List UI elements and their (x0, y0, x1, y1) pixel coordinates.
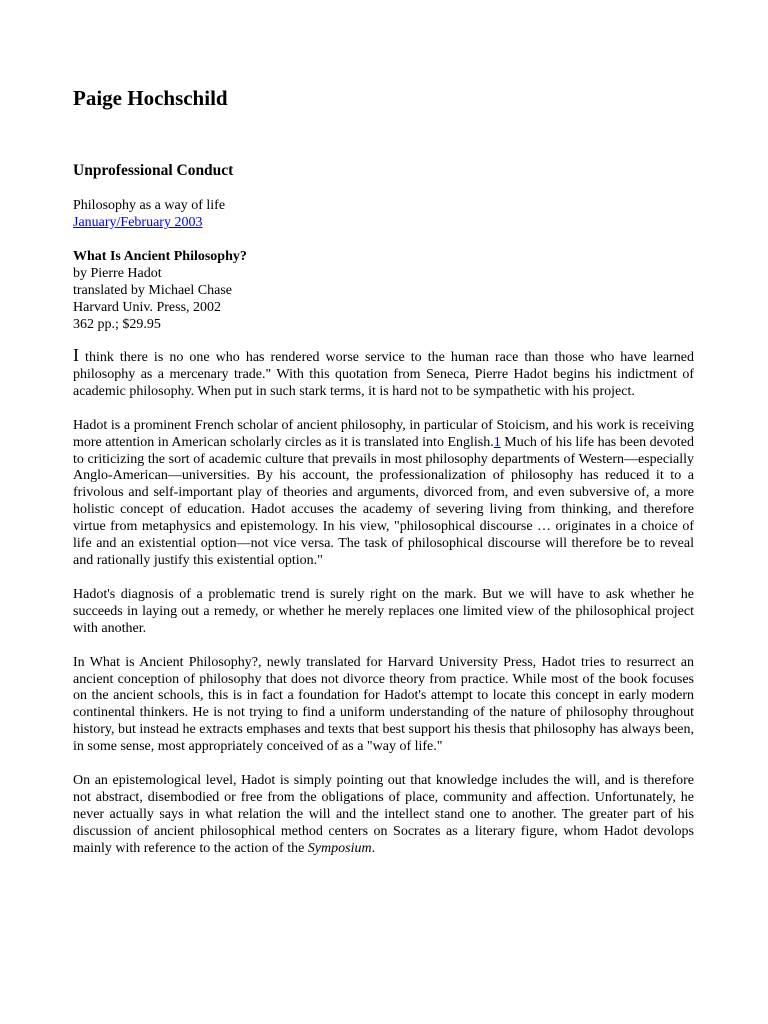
paragraph-3: Hadot's diagnosis of a problematic trend is surely right on the mark. But we will have to ask whether he succeeds in laying out a remedy, or whether he merely replaces one limited view of the philosophical project with another. (73, 586, 694, 636)
paragraph-5-text: On an epistemological level, Hadot is simply pointing out that knowledge includes the will, and is therefore not abstract, disembodied or free from the obligations of place, community and affection. Unfortunately, he never actually says in what relation the will and the intellect stand one to another. The greater part of his discussion of ancient philosophical method centers on Socrates as a literary figure, whom Hadot devolops mainly with reference to the action of the (73, 773, 694, 856)
book-title: What Is Ancient Philosophy? (73, 249, 247, 264)
paragraph-4: In What is Ancient Philosophy?, newly translated for Harvard University Press, Hadot tries to resurrect an ancient conception of philosophy that does not divorce theory from practice. While most of the book focuses on the ancient schools, this is in fact a foundation for Hadot's attempt to locate this concept in early modern continental thinkers. He is not trying to find a uniform understanding of the nature of philosophy throughout history, but instead he extracts emphases and texts that best support his thesis that philosophy has always been, in some sense, most appropriately conceived of as a "way of life." (73, 654, 694, 755)
symposium-title: Symposium (307, 840, 372, 856)
footnote-link[interactable]: 1 (493, 434, 501, 450)
book-translator: translated by Michael Chase (73, 283, 233, 298)
paragraph-2 (73, 418, 694, 570)
section-title: Unprofessional Conduct (73, 162, 234, 179)
author-name: Paige Hochschild (73, 86, 228, 110)
paragraph-2-text-end: Much of his life has been devoted to criticizing the sort of academic culture that prevails in most philosophy departments of Western—especially Anglo-American—universities. By his account, the professionalization of philosophy has reduced it to a frivolous and self-important play of theories and arguments, divorced from, and even subversive of, a more holistic concept of education. Hadot accuses the academy of severing living from thinking, and therefore virtue from metaphysics and epistemology. In his view, "philosophical discourse … originates in a choice of life and an existential option—not vice versa. The task of philosophical discourse will therefore be to reveal and rationally justify this existential option." (73, 434, 694, 568)
paragraph-5 (73, 773, 694, 858)
drop-cap: I (73, 345, 79, 365)
article-subtitle: Philosophy as a way of life (73, 198, 226, 213)
paragraph-5-end: . (371, 840, 376, 856)
book-info (73, 248, 703, 333)
book-author: by Pierre Hadot (73, 266, 162, 281)
paragraph-1-text: think there is no one who has rendered worse service to the human race than those who have learned philosophy as a mercenary trade." With this quotation from Seneca, Pierre Hadot begins his indictment of academic philosophy. When put in such stark terms, it is hard not to be sympathetic with his project. (73, 350, 694, 399)
book-pages-price: 362 pp.; $29.95 (73, 317, 161, 332)
book-publisher: Harvard Univ. Press, 2002 (73, 300, 222, 315)
paragraph-2-text-start: Hadot is a prominent French scholar of ancient philosophy, in particular of Stoicism, and his work is receiving more attention in American scholarly circles as it is translated into English. (73, 417, 694, 450)
article-body (73, 345, 694, 875)
issue-link[interactable]: January/February 2003 (73, 215, 203, 230)
article-meta (73, 197, 703, 231)
paragraph-1 (73, 345, 694, 401)
